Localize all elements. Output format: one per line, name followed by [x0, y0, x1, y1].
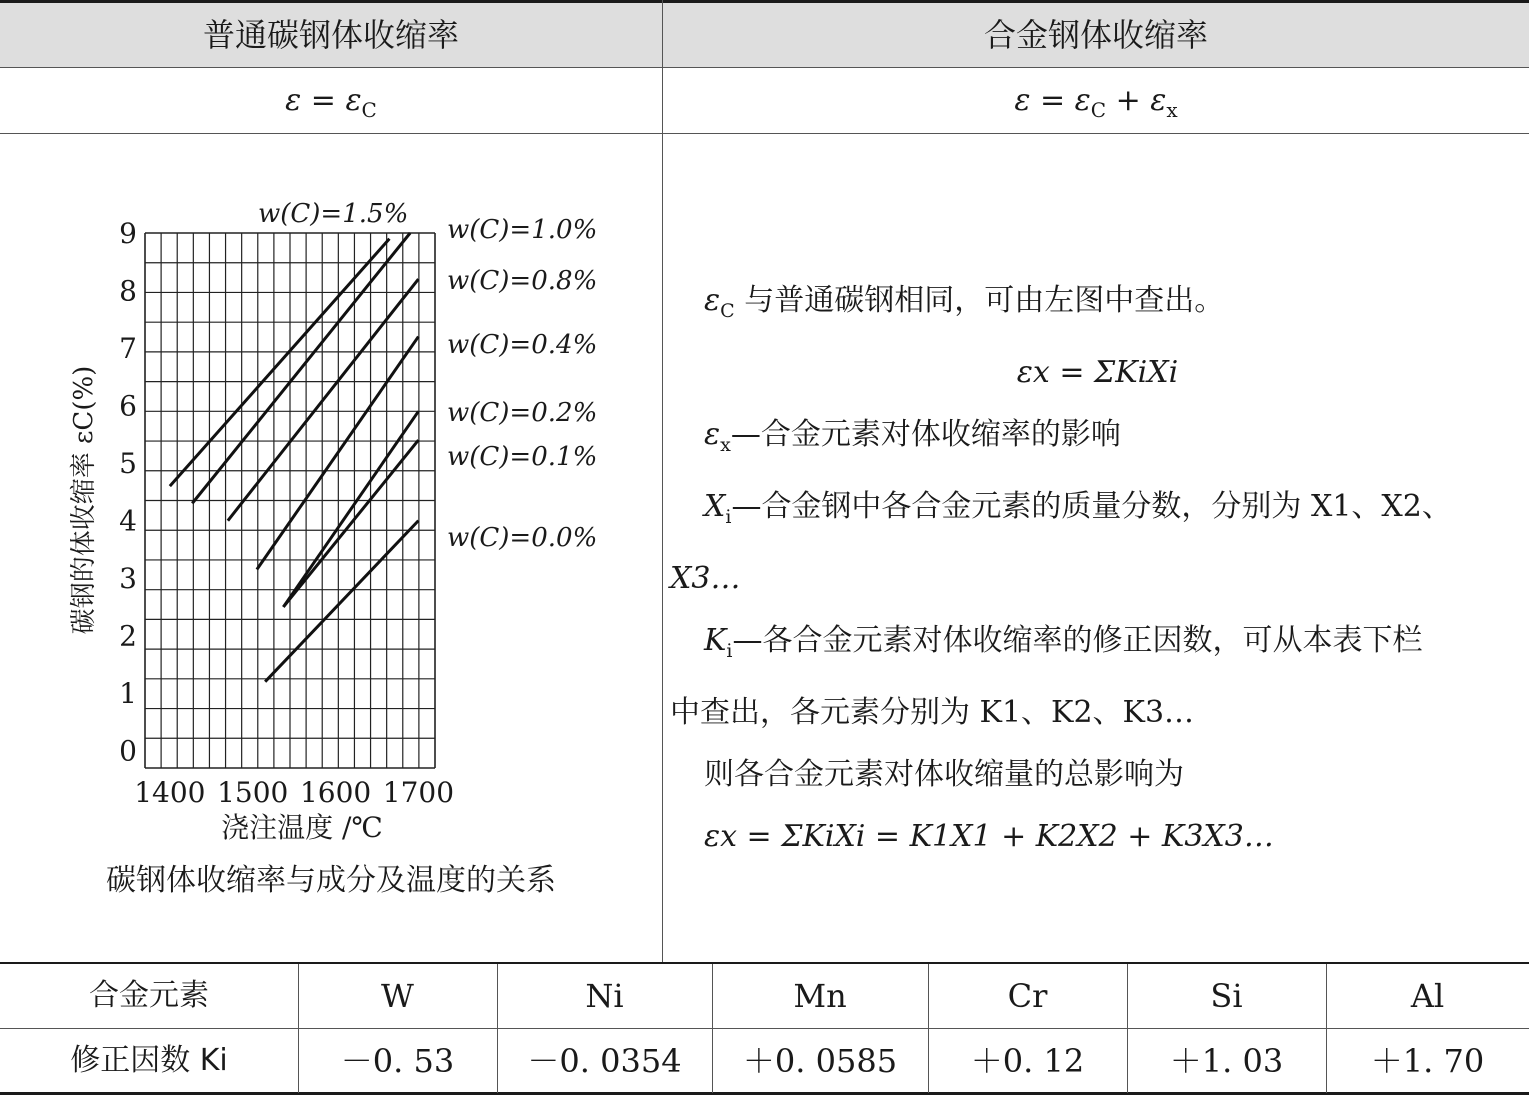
desc-line-8: 则各合金元素对体收缩量的总影响为	[704, 757, 1184, 792]
row-label-elements: 合金元素	[89, 978, 209, 1013]
x-tick-label: 1400	[134, 776, 206, 809]
element-cell: W	[381, 977, 414, 1015]
desc-line-3: $\varepsilon_x—$合金元素对体收缩率的影响	[704, 417, 1121, 456]
formula-right-base2: + ε	[1106, 83, 1167, 118]
y-tick-label: 6	[119, 389, 137, 423]
chart-caption: 碳钢体收缩率与成分及温度的关系	[106, 863, 556, 898]
factor-cell: ＋1. 70	[1370, 1042, 1485, 1080]
alloy-steel-formula	[663, 68, 1529, 134]
right-column-title: 合金钢体收缩率	[983, 16, 1208, 54]
series-line	[170, 239, 390, 486]
element-cell: Si	[1210, 977, 1243, 1015]
header-row	[0, 0, 1529, 68]
correction-factor-table	[0, 962, 1529, 1095]
factor-cell: ＋1. 03	[1169, 1042, 1284, 1080]
element-cell: Cr	[1007, 977, 1048, 1015]
formula-right-sub1: C	[1090, 98, 1107, 122]
series-line	[192, 233, 410, 503]
column-divider	[662, 0, 663, 962]
x-tick-label: 1700	[382, 776, 455, 809]
factor-cell: －0. 0354	[527, 1042, 682, 1080]
series-line	[283, 440, 418, 607]
x-tick-label: 1600	[299, 776, 372, 809]
series-label: w(C)=0.1%	[447, 442, 598, 472]
desc-line-5: X3…	[670, 561, 741, 596]
formula-left-sub: C	[361, 98, 377, 122]
y-tick-label: 3	[119, 562, 137, 596]
desc-line-7: 中查出，各元素分别为 K1、K2、K3…	[670, 695, 1195, 730]
x-tick-label: 1500	[217, 776, 289, 809]
y-tick-label: 1	[119, 677, 137, 711]
series-label: w(C)=1.5%	[258, 199, 409, 229]
desc-line-4: $X_i—$合金钢中各合金元素的质量分数，分别为 X1、X2、	[704, 489, 1452, 528]
y-tick-label: 5	[119, 447, 137, 481]
formula-right-sub2: x	[1166, 98, 1178, 122]
desc-line-6: $K_i—$各合金元素对体收缩率的修正因数，可从本表下栏	[704, 623, 1423, 662]
x-axis-label: 浇注温度 /℃	[221, 811, 383, 844]
element-cell: Mn	[793, 977, 847, 1015]
desc-line-9: εx = ΣKiXi = K1X1 + K2X2 + K3X3…	[704, 819, 1274, 854]
element-cell: Al	[1410, 977, 1445, 1015]
formula-left-base: ε = ε	[285, 83, 362, 118]
left-column-title: 普通碳钢体收缩率	[202, 16, 459, 54]
desc-line-1: $\varepsilon_C$ 与普通碳钢相同，可由左图中查出。	[704, 283, 1225, 322]
alloy-description	[670, 270, 1525, 868]
formula-right-base1: ε = ε	[1014, 83, 1091, 118]
factor-cell: ＋0. 12	[970, 1042, 1085, 1080]
factor-cell: ＋0. 0585	[742, 1042, 898, 1080]
element-cell: Ni	[585, 977, 624, 1015]
formula-row	[0, 68, 1529, 134]
carbon-steel-formula	[0, 68, 662, 134]
series-label: w(C)=0.0%	[447, 523, 598, 553]
row-label-factors: 修正因数 Ki	[70, 1043, 228, 1078]
series-label: w(C)=1.0%	[447, 215, 598, 245]
desc-line-2: εx = ΣKiXi	[1016, 355, 1179, 390]
y-tick-label: 7	[119, 332, 137, 366]
series-label: w(C)=0.8%	[447, 266, 598, 296]
series-label: w(C)=0.4%	[447, 330, 598, 360]
chart-panel	[0, 134, 662, 962]
series-label: w(C)=0.2%	[447, 398, 598, 428]
y-tick-label: 8	[119, 274, 137, 308]
factor-cell: －0. 53	[340, 1042, 455, 1080]
shrinkage-chart	[0, 134, 662, 962]
y-tick-label: 9	[119, 217, 137, 250]
y-tick-label: 0	[119, 734, 137, 768]
y-tick-label: 2	[119, 619, 137, 653]
y-axis-label: 碳钢的体收缩率 εC(%)	[69, 365, 99, 635]
y-tick-label: 4	[119, 504, 137, 538]
